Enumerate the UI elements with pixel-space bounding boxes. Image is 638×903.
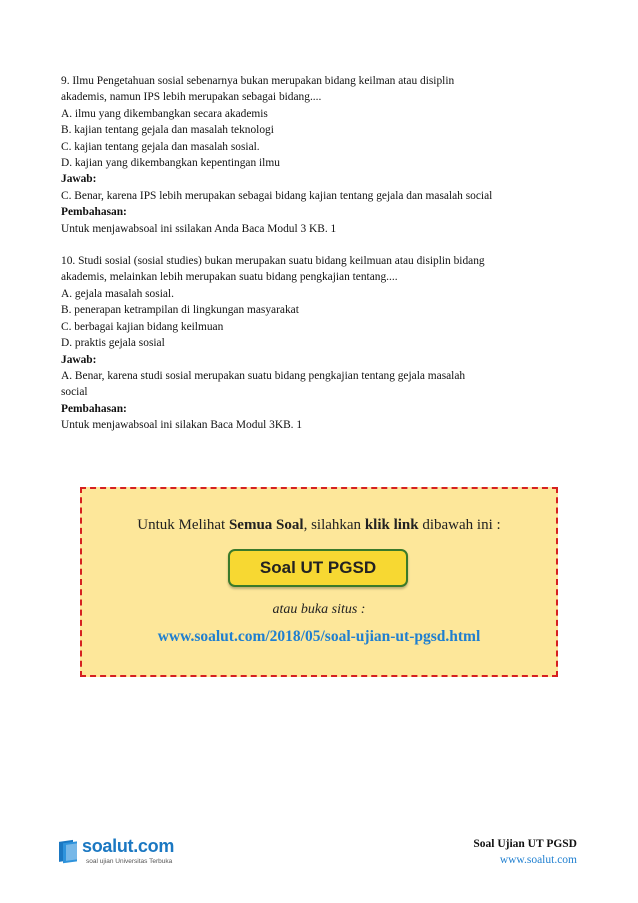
site-url-link[interactable]: www.soalut.com/2018/05/soal-ujian-ut-pgsd.html: [157, 628, 481, 645]
pembahasan-text: Untuk menjawabsoal ini silakan Baca Modul 3KB. 1: [61, 419, 303, 432]
promo-text: [82, 517, 556, 534]
option-b: B. penerapan ketrampilan di lingkungan masyarakat: [61, 304, 299, 317]
option-d: D. kajian yang dikembangkan kepentingan ilmu: [61, 157, 280, 170]
footer-title: Soal Ujian UT PGSD: [473, 838, 577, 850]
footer: [473, 836, 577, 868]
option-c: C. berbagai kajian bidang keilmuan: [61, 320, 224, 333]
answer-text-cont: social: [61, 386, 88, 399]
answer-text: C. Benar, karena IPS lebih merupakan sebagai bidang kajian tentang gejala dan masalah social: [61, 189, 493, 202]
question-text-line: 10. Studi sosial (sosial studies) bukan merupakan suatu bidang keilmuan atau disiplin bidang: [61, 255, 485, 268]
pembahasan-label: Pembahasan:: [61, 402, 127, 415]
alt-text: atau buka situs :: [272, 602, 366, 617]
option-a: A. gejala masalah sosial.: [61, 287, 174, 300]
promo-text-semua-soal: Semua Soal: [228, 517, 304, 533]
soal-ut-pgsd-button[interactable]: Soal UT PGSD: [228, 549, 408, 587]
promo-text-mid: , silahkan: [303, 517, 365, 533]
pembahasan-label: Pembahasan:: [61, 206, 127, 219]
option-c: C. kajian tentang gejala dan masalah sosial.: [61, 140, 260, 153]
pembahasan-text: Untuk menjawabsoal ini ssilakan Anda Baca Modul 3 KB. 1: [61, 222, 337, 235]
jawab-label: Jawab:: [61, 173, 97, 186]
option-a: A. ilmu yang dikembangkan secara akademis: [61, 107, 268, 120]
option-b: B. kajian tentang gejala dan masalah teknologi: [61, 124, 274, 137]
option-d: D. praktis gejala sosial: [61, 337, 165, 350]
promo-text-prefix: Untuk Melihat: [137, 517, 229, 533]
document-body: [61, 73, 581, 434]
question-text-line: akademis, namun IPS lebih merupakan sebagai bidang....: [61, 91, 322, 104]
question-9: [61, 73, 581, 237]
book-stack-icon: [58, 838, 80, 866]
footer-site-link[interactable]: www.soalut.com: [499, 854, 577, 866]
question-text-line: akademis, melainkan lebih merupakan suatu bidang pengkajian tentang....: [61, 271, 398, 284]
logo-name: soalut.com: [82, 836, 175, 856]
promo-text-klik-link: klik link: [364, 517, 419, 533]
question-10: [61, 253, 581, 433]
question-text-line: 9. Ilmu Pengetahuan sosial sebenarnya bukan merupakan bidang keilman atau disiplin: [61, 75, 455, 87]
jawab-label: Jawab:: [61, 353, 97, 366]
soalut-logo[interactable]: [58, 836, 178, 870]
answer-text: A. Benar, karena studi sosial merupakan suatu bidang pengkajian tentang gejala masalah: [61, 369, 466, 382]
promo-text-suffix: dibawah ini :: [418, 517, 501, 533]
logo-tagline: soal ujian Universitas Terbuka: [86, 858, 173, 865]
promo-box: [80, 487, 558, 677]
